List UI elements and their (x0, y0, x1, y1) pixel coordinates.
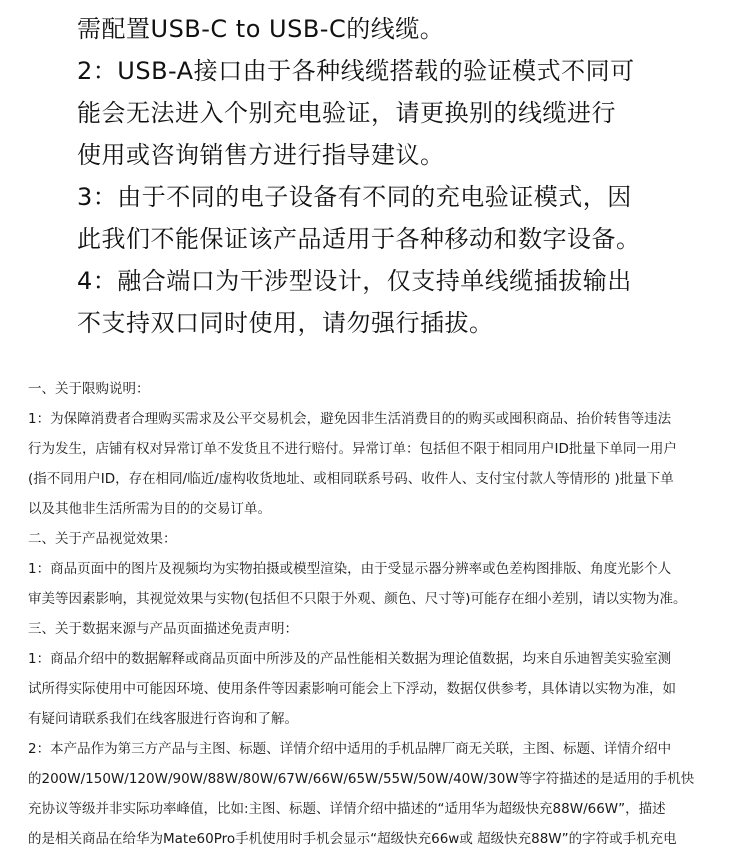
policy-line: 试所得实际使用中可能因环境、使用条件等因素影响可能会上下浮动，数据仅供参考，具体请以实物为准，如 (28, 681, 676, 697)
note-line: 4：融合端口为干涉型设计，仅支持单线缆插拔输出 (77, 267, 632, 295)
note-line: 3：由于不同的电子设备有不同的充电验证模式，因 (77, 183, 632, 211)
note-line: 使用或咨询销售方进行指导建议。 (77, 141, 445, 169)
policy-line: 以及其他非生活所需为目的的交易订单。 (28, 501, 271, 517)
policy-line: 1：商品页面中的图片及视频均为实物拍摄或模型渲染，由于受显示器分辨率或色差构图排版、角度光影个人 (28, 561, 672, 577)
policy-line: 充协议等级并非实际功率峰值，比如:主图、标题、详情介绍中描述的“适用华为超级快充88W/66W”，描述 (28, 801, 666, 817)
policy-line: 2：本产品作为第三方产品与主图、标题、详情介绍中适用的手机品牌厂商无关联，主图、标题、详情介绍中 (28, 741, 672, 757)
policy-line: 1：商品介绍中的数据解释或商品页面中所涉及的产品性能相关数据为理论值数据，均来自乐迪智美实验室测 (28, 651, 672, 667)
charging-notes (77, 0, 737, 344)
policy-heading-purchase-limit: 一、关于限购说明： (28, 381, 150, 397)
policy-line: 的200W/150W/120W/90W/88W/80W/67W/66W/65W/55W/50W/40W/30W等字符描述的是适用的手机快 (28, 771, 695, 787)
policy-line: (指不同用户ID，存在相同/临近/虚构收货地址、或相同联系号码、收件人、支付宝付款人等情形的 )批量下单 (28, 471, 674, 487)
policy-line: 行为发生，店铺有权对异常订单不发货且不进行赔付。异常订单：包括但不限于相同用户ID批量下单同一用户 (28, 441, 677, 457)
policy-statement (28, 374, 746, 854)
note-line: 此我们不能保证该产品适用于各种移动和数字设备。 (77, 225, 641, 253)
policy-line: 的是相关商品在给华为Mate60Pro手机使用时手机会显示“超级快充66w或 超级快充88W”的字符或手机充电 (28, 831, 677, 847)
policy-line: 有疑问请联系我们在线客服进行咨询和了解。 (28, 711, 298, 727)
policy-heading-data-disclaimer: 三、关于数据来源与产品页面描述免责声明： (28, 621, 298, 637)
policy-line: 1：为保障消费者合理购买需求及公平交易机会，避免因非生活消费目的的购买或囤积商品、抬价转售等违法 (28, 411, 672, 427)
policy-heading-visual-effect: 二、关于产品视觉效果： (28, 531, 177, 547)
note-line: 需配置USB-C to USB-C的线缆。 (77, 15, 445, 43)
note-line: 2：USB-A接口由于各种线缆搭载的验证模式不同可 (77, 57, 635, 85)
note-line: 能会无法进入个别充电验证，请更换别的线缆进行 (77, 99, 616, 127)
note-line (77, 0, 737, 8)
note-line: 不支持双口同时使用，请勿强行插拔。 (77, 309, 494, 337)
policy-line: 审美等因素影响，其视觉效果与实物(包括但不只限于外观、颜色、尺寸等)可能存在细小差别，请以实物为准。 (28, 591, 687, 607)
